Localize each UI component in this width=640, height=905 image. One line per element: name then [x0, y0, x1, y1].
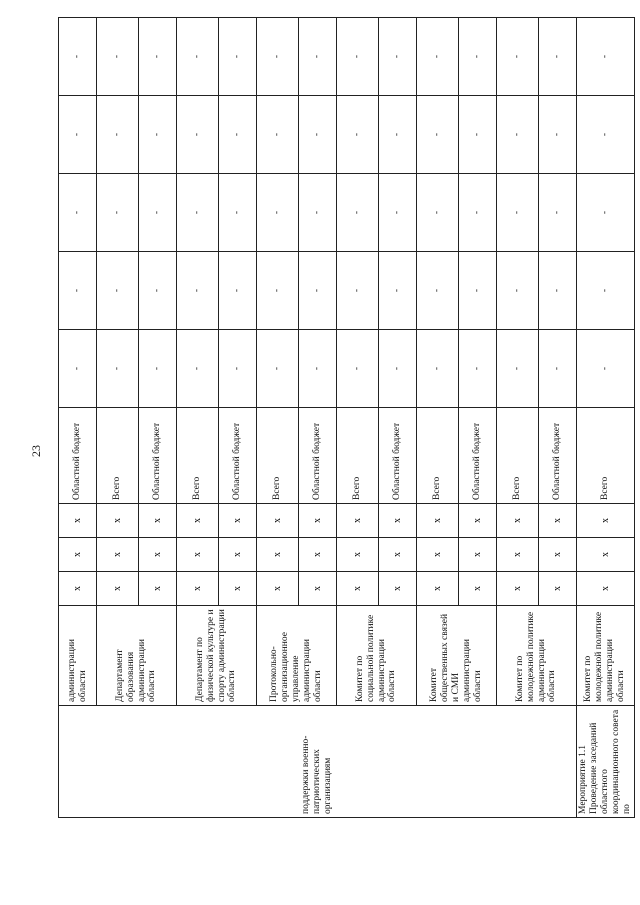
budget-table — [58, 17, 635, 818]
x-mark-cell: х — [59, 538, 97, 572]
amount-cell: - — [539, 174, 577, 252]
x-mark-cell: х — [177, 538, 219, 572]
amount-cell: - — [417, 174, 459, 252]
amount-cell: - — [459, 174, 497, 252]
amount-cell: - — [577, 96, 635, 174]
amount-cell: - — [459, 18, 497, 96]
amount-cell: - — [337, 174, 379, 252]
amount-cell: - — [59, 330, 97, 408]
x-mark-cell: х — [577, 504, 635, 538]
x-mark-cell: х — [539, 572, 577, 606]
x-mark-cell: х — [59, 504, 97, 538]
funding-source-cell: Областной бюджет — [139, 408, 177, 504]
x-mark-cell: х — [577, 572, 635, 606]
amount-cell: - — [59, 252, 97, 330]
amount-cell: - — [539, 330, 577, 408]
x-mark-cell: х — [337, 538, 379, 572]
funding-source-cell: Всего — [177, 408, 219, 504]
table-row — [97, 18, 139, 818]
amount-cell: - — [177, 252, 219, 330]
amount-cell: - — [459, 252, 497, 330]
amount-cell: - — [417, 252, 459, 330]
amount-cell: - — [97, 252, 139, 330]
x-mark-cell: х — [337, 504, 379, 538]
amount-cell: - — [139, 330, 177, 408]
x-mark-cell: х — [497, 572, 539, 606]
amount-cell: - — [299, 174, 337, 252]
amount-cell: - — [59, 18, 97, 96]
funding-source-cell: Всего — [417, 408, 459, 504]
amount-cell: - — [337, 330, 379, 408]
funding-source-cell: Областной бюджет — [299, 408, 337, 504]
amount-cell: - — [139, 18, 177, 96]
table-row — [417, 18, 459, 818]
amount-cell: - — [299, 252, 337, 330]
amount-cell: - — [497, 174, 539, 252]
amount-cell: - — [139, 96, 177, 174]
amount-cell: - — [257, 96, 299, 174]
x-mark-cell: х — [97, 504, 139, 538]
x-mark-cell: х — [497, 504, 539, 538]
funding-source-cell: Всего — [337, 408, 379, 504]
x-mark-cell: х — [459, 504, 497, 538]
amount-cell: - — [257, 174, 299, 252]
funding-source-cell: Всего — [257, 408, 299, 504]
amount-cell: - — [379, 18, 417, 96]
table-body — [59, 18, 635, 818]
x-mark-cell: х — [257, 538, 299, 572]
x-mark-cell: х — [539, 504, 577, 538]
table-row — [177, 18, 219, 818]
x-mark-cell: х — [539, 538, 577, 572]
amount-cell: - — [379, 96, 417, 174]
x-mark-cell: х — [139, 538, 177, 572]
funding-source-cell: Всего — [497, 408, 539, 504]
amount-cell: - — [59, 96, 97, 174]
amount-cell: - — [417, 96, 459, 174]
funding-source-cell: Всего — [97, 408, 139, 504]
amount-cell: - — [539, 18, 577, 96]
executor-cell: Комитет по социальной политике администрации области — [337, 606, 417, 706]
x-mark-cell: х — [97, 538, 139, 572]
amount-cell: - — [177, 18, 219, 96]
event-cell: поддержки военно-патриотических организациям — [59, 706, 577, 818]
amount-cell: - — [379, 174, 417, 252]
x-mark-cell: х — [379, 538, 417, 572]
x-mark-cell: х — [577, 538, 635, 572]
x-mark-cell: х — [299, 572, 337, 606]
x-mark-cell: х — [417, 538, 459, 572]
funding-source-cell: Областной бюджет — [539, 408, 577, 504]
amount-cell: - — [577, 330, 635, 408]
amount-cell: - — [219, 18, 257, 96]
amount-cell: - — [417, 330, 459, 408]
x-mark-cell: х — [299, 504, 337, 538]
amount-cell: - — [299, 18, 337, 96]
funding-source-cell: Областной бюджет — [59, 408, 97, 504]
funding-source-cell: Областной бюджет — [219, 408, 257, 504]
amount-cell: - — [459, 330, 497, 408]
executor-cell: администрации области — [59, 606, 97, 706]
amount-cell: - — [177, 174, 219, 252]
amount-cell: - — [417, 18, 459, 96]
document-table-frame — [58, 18, 640, 814]
amount-cell: - — [219, 174, 257, 252]
amount-cell: - — [539, 252, 577, 330]
amount-cell: - — [257, 252, 299, 330]
amount-cell: - — [539, 96, 577, 174]
amount-cell: - — [459, 96, 497, 174]
x-mark-cell: х — [177, 504, 219, 538]
amount-cell: - — [497, 96, 539, 174]
amount-cell: - — [577, 174, 635, 252]
table-row — [497, 18, 539, 818]
x-mark-cell: х — [139, 572, 177, 606]
amount-cell: - — [497, 252, 539, 330]
amount-cell: - — [59, 174, 97, 252]
x-mark-cell: х — [177, 572, 219, 606]
amount-cell: - — [97, 18, 139, 96]
funding-source-cell: Областной бюджет — [459, 408, 497, 504]
x-mark-cell: х — [139, 504, 177, 538]
executor-cell: Департамент по физической культуре и спорту администрации области — [177, 606, 257, 706]
x-mark-cell: х — [459, 572, 497, 606]
amount-cell: - — [139, 174, 177, 252]
amount-cell: - — [257, 330, 299, 408]
rotated-table-container — [58, 18, 632, 818]
amount-cell: - — [97, 330, 139, 408]
amount-cell: - — [337, 252, 379, 330]
amount-cell: - — [177, 96, 219, 174]
amount-cell: - — [139, 252, 177, 330]
executor-cell: Департамент образования администрации области — [97, 606, 177, 706]
amount-cell: - — [219, 96, 257, 174]
x-mark-cell: х — [219, 504, 257, 538]
x-mark-cell: х — [459, 538, 497, 572]
x-mark-cell: х — [219, 572, 257, 606]
executor-cell: Комитет общественных связей и СМИ администрации области — [417, 606, 497, 706]
x-mark-cell: х — [417, 572, 459, 606]
table-row — [257, 18, 299, 818]
amount-cell: - — [497, 18, 539, 96]
amount-cell: - — [177, 330, 219, 408]
x-mark-cell: х — [219, 538, 257, 572]
x-mark-cell: х — [379, 572, 417, 606]
x-mark-cell: х — [257, 504, 299, 538]
amount-cell: - — [379, 330, 417, 408]
amount-cell: - — [257, 18, 299, 96]
x-mark-cell: х — [257, 572, 299, 606]
amount-cell: - — [219, 330, 257, 408]
x-mark-cell: х — [299, 538, 337, 572]
funding-source-cell: Всего — [577, 408, 635, 504]
table-row — [577, 18, 635, 818]
funding-source-cell: Областной бюджет — [379, 408, 417, 504]
page-number: 23 — [29, 445, 43, 457]
executor-cell: Протокольно-организационное управление администрации области — [257, 606, 337, 706]
table-row — [59, 18, 97, 818]
x-mark-cell: х — [97, 572, 139, 606]
amount-cell: - — [299, 96, 337, 174]
amount-cell: - — [577, 252, 635, 330]
amount-cell: - — [97, 96, 139, 174]
amount-cell: - — [577, 18, 635, 96]
executor-cell: Комитет по молодежной политике администрации области — [497, 606, 577, 706]
x-mark-cell: х — [337, 572, 379, 606]
executor-cell: Комитет по молодежной политике администрации области — [577, 606, 635, 706]
x-mark-cell: х — [497, 538, 539, 572]
amount-cell: - — [337, 18, 379, 96]
amount-cell: - — [219, 252, 257, 330]
x-mark-cell: х — [417, 504, 459, 538]
amount-cell: - — [337, 96, 379, 174]
event-cell: Мероприятие 1.1 Проведение заседаний областного координационного совета по — [577, 706, 635, 818]
amount-cell: - — [299, 330, 337, 408]
table-row — [337, 18, 379, 818]
amount-cell: - — [497, 330, 539, 408]
amount-cell: - — [97, 174, 139, 252]
x-mark-cell: х — [59, 572, 97, 606]
x-mark-cell: х — [379, 504, 417, 538]
amount-cell: - — [379, 252, 417, 330]
